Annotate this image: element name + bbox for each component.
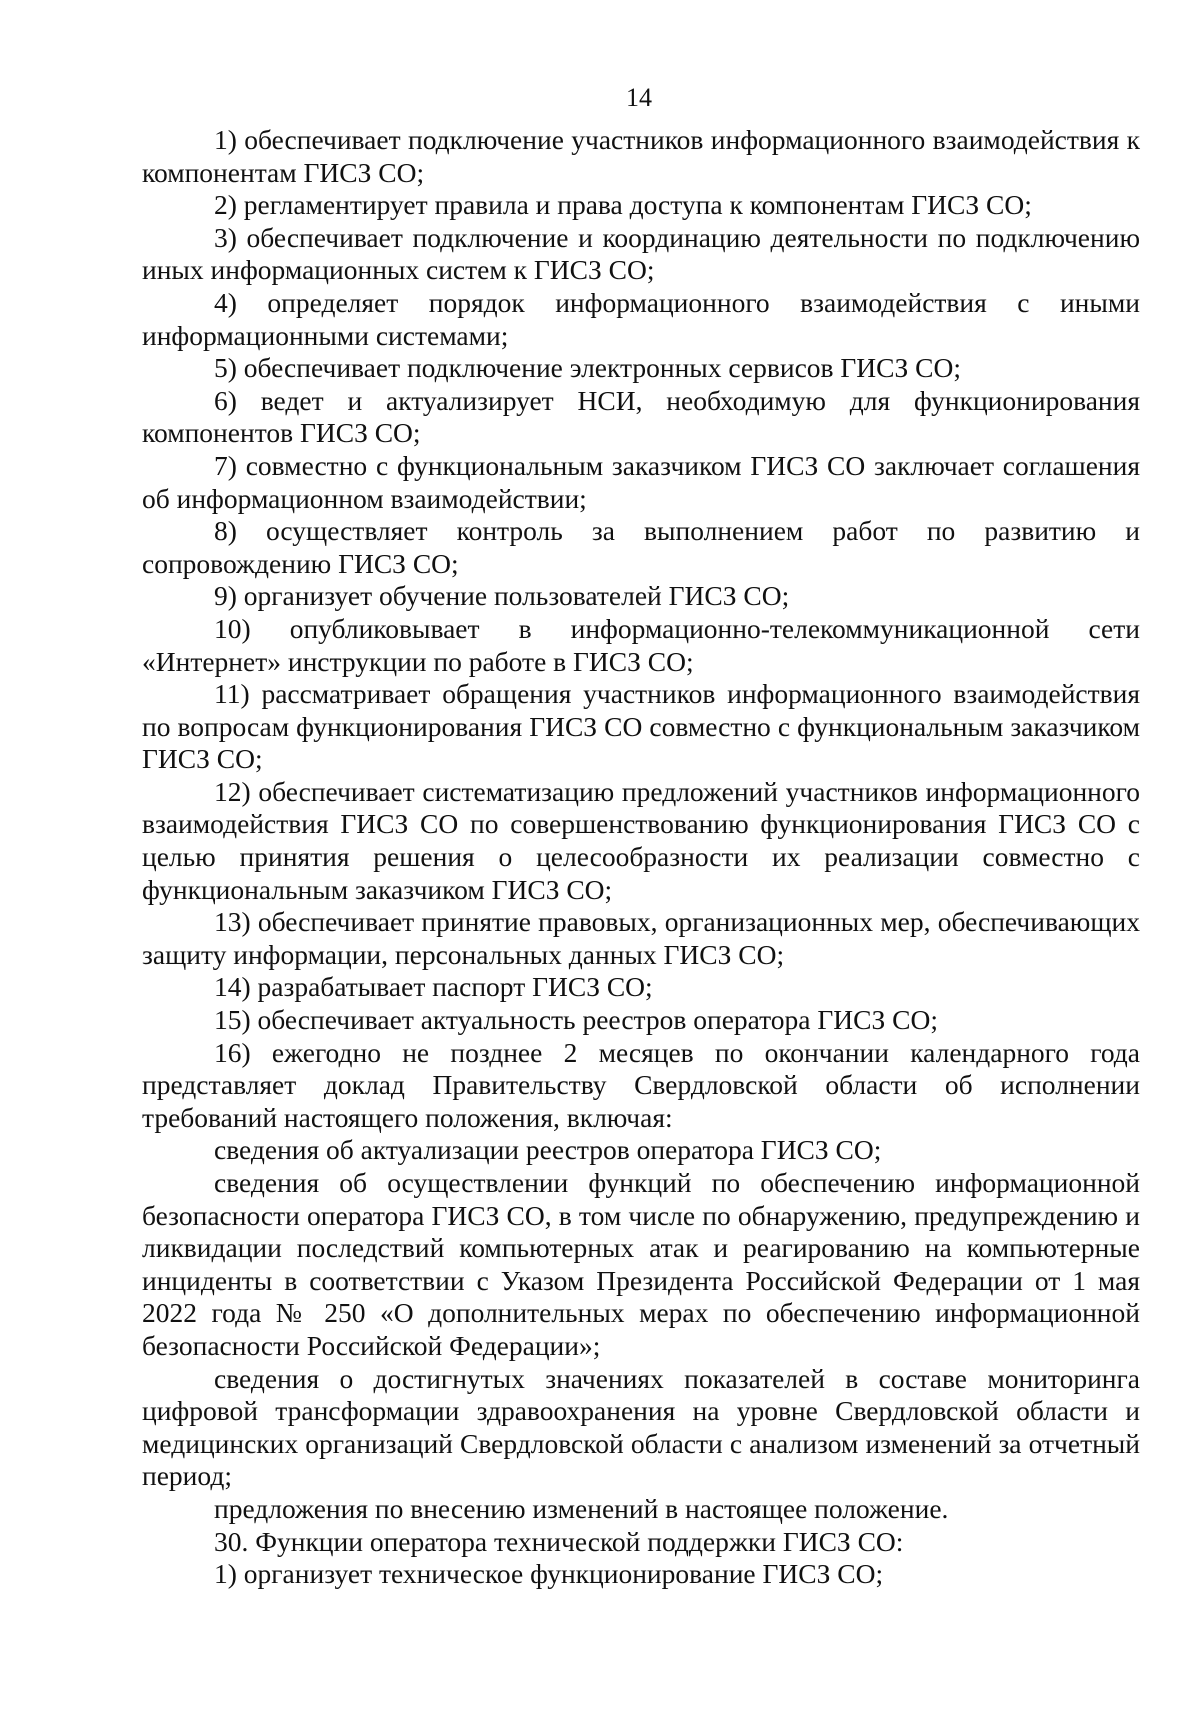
paragraph: 1) обеспечивает подключение участников информационного взаимодействия к компонентам ГИСЗ СО; (142, 124, 1140, 188)
paragraph: 15) обеспечивает актуальность реестров оператора ГИСЗ СО; (214, 1004, 938, 1036)
page-number: 14 (626, 83, 652, 112)
paragraph: сведения о достигнутых значениях показателей в составе мониторинга цифровой трансформации здравоохранения на уровне Свердловской области и медицинских организаций Свердловской области с анализом изменений за отчетный период; (142, 1362, 1140, 1492)
paragraph: 2) регламентирует правила и права доступа к компонентам ГИСЗ СО; (214, 189, 1032, 221)
paragraph: 13) обеспечивает принятие правовых, организационных мер, обеспечивающих защиту информации, персональных данных ГИСЗ СО; (142, 906, 1140, 970)
paragraph: 1) организует техническое функционирование ГИСЗ СО; (214, 1558, 884, 1590)
paragraph: 16) ежегодно не позднее 2 месяцев по окончании календарного года представляет доклад Правительству Свердловской области об исполнении требований настоящего положения, включая: (142, 1036, 1140, 1133)
paragraph: 5) обеспечивает подключение электронных сервисов ГИСЗ СО; (214, 352, 961, 384)
paragraph: предложения по внесению изменений в настоящее положение. (214, 1492, 949, 1524)
paragraph: 10) опубликовывает в информационно-телекоммуникационной сети «Интернет» инструкции по работе в ГИСЗ СО; (142, 612, 1140, 677)
document-body (142, 124, 1140, 1591)
paragraph: 30. Функции оператора технической поддержки ГИСЗ СО: (214, 1525, 904, 1557)
paragraph: сведения об актуализации реестров оператора ГИСЗ СО; (214, 1134, 882, 1166)
paragraph: 14) разрабатывает паспорт ГИСЗ СО; (214, 971, 653, 1003)
paragraph: 3) обеспечивает подключение и координацию деятельности по подключению иных информационных систем к ГИСЗ СО; (142, 221, 1140, 286)
paragraph: 11) рассматривает обращения участников информационного взаимодействия по вопросам функционирования ГИСЗ СО совместно с функциональным заказчиком ГИСЗ СО; (142, 678, 1140, 775)
paragraph: 12) обеспечивает систематизацию предложений участников информационного взаимодействия ГИСЗ СО по совершенствованию функционирования ГИСЗ СО с целью принятия решения о целесообразности их реализации совместно с функциональным заказчиком ГИСЗ СО; (142, 775, 1140, 905)
paragraph: 8) осуществляет контроль за выполнением работ по развитию и сопровождению ГИСЗ СО; (142, 515, 1140, 579)
paragraph: 4) определяет порядок информационного взаимодействия с иными информационными системами; (142, 286, 1140, 351)
paragraph: 9) организует обучение пользователей ГИСЗ СО; (214, 580, 790, 612)
paragraph: 6) ведет и актуализирует НСИ, необходимую для функционирования компонентов ГИСЗ СО; (142, 384, 1140, 449)
paragraph: 7) совместно с функциональным заказчиком ГИСЗ СО заключает соглашения об информационном взаимодействии; (142, 449, 1140, 514)
paragraph: сведения об осуществлении функций по обеспечению информационной безопасности оператора ГИСЗ СО, в том числе по обнаружению, предупреждению и ликвидации последствий компьютерных атак и реагированию на компьютерные инциденты в соответствии с Указом Президента Российской Федерации от 1 мая 2022 года № 250 «О дополнительных мерах по обеспечению информационной безопасности Российской Федерации»; (142, 1167, 1140, 1361)
